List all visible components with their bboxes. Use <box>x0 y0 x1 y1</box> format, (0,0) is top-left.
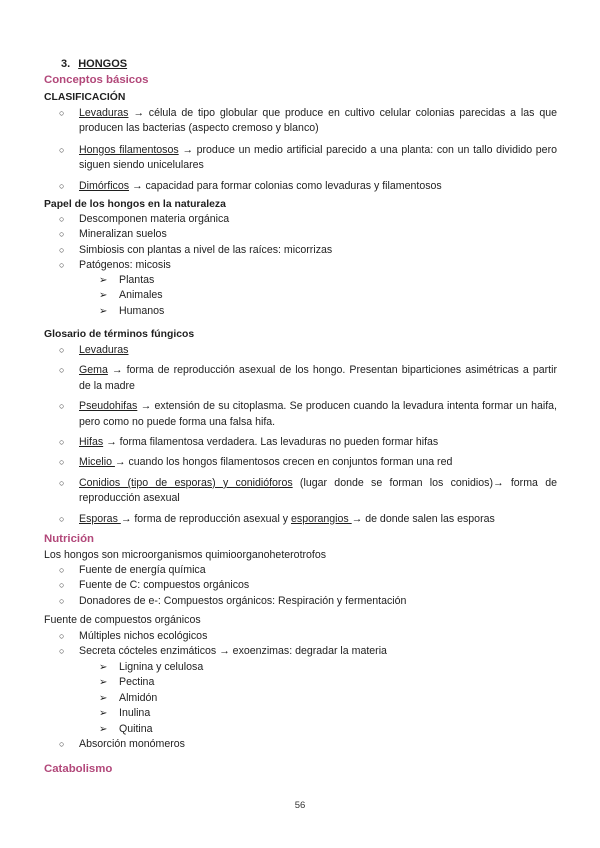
arrow-bullet-icon: ➢ <box>99 662 108 673</box>
bullet-icon: ○ <box>59 739 65 749</box>
heading-nutricion: Nutrición <box>44 533 94 545</box>
list-item <box>44 343 557 358</box>
nutricion-intro: Los hongos son microorganismos quimioorganoheterotrofos <box>44 549 327 561</box>
list-item: ○ Simbiosis con plantas a nivel de las raíces: micorrizas <box>44 243 557 258</box>
arrow-bullet-icon: ➢ <box>99 692 108 704</box>
clasificacion-list <box>44 106 557 194</box>
bullet-icon: ○ <box>59 580 65 591</box>
arrow-bullet-icon: ➢ <box>99 677 108 689</box>
arrow-bullet-icon: ➢ <box>99 708 108 720</box>
bullet-icon: ○ <box>59 260 65 271</box>
page-number: 56 <box>294 800 306 811</box>
nutricion-list <box>44 563 557 609</box>
term: Pseudohifas <box>79 400 138 413</box>
bullet-icon: ○ <box>59 457 65 468</box>
list-item: ○ Secreta cócteles enzimáticos → exoenzimas: degradar la materia <box>44 644 557 659</box>
term: Hifas <box>79 436 104 449</box>
list-item <box>44 455 557 470</box>
definition: → produce un medio artificial parecido a una planta: con un tallo dividido pero siguen siendo unicelulares <box>79 143 557 172</box>
definition: → forma de reproducción asexual de los hongo. Presentan biparticiones asimétricas a partir de la madre <box>79 364 557 392</box>
definition: → célula de tipo globular que produce en cultivo celular colonias parecidas a las que producen las bacterias (aspecto cremoso y blanco) <box>79 107 557 135</box>
sublist-item: ➢ Animales <box>99 288 164 303</box>
bullet-icon: ○ <box>59 214 65 224</box>
fuente-sublist <box>99 660 203 737</box>
definition: → capacidad para formar colonias como levaduras y filamentosos <box>129 179 442 192</box>
bullet-icon: ○ <box>59 631 65 641</box>
list-item: ○ Donadores de e-: Compuestos orgánicos: Respiración y fermentación <box>44 594 557 609</box>
list-item: ○ Absorción monómeros <box>44 737 557 752</box>
list-item <box>44 363 557 394</box>
bullet-icon: ○ <box>59 401 65 412</box>
sublist-item: ➢ Plantas <box>99 273 164 288</box>
sublist-item: ➢ Lignina y celulosa <box>99 660 203 675</box>
bullet-icon: ○ <box>59 595 65 606</box>
heading-conceptos: Conceptos básicos <box>44 74 149 86</box>
bullet-icon: ○ <box>59 477 65 488</box>
papel-sublist <box>99 273 164 319</box>
bullet-icon: ○ <box>59 365 65 376</box>
heading-papel: Papel de los hongos en la naturaleza <box>44 199 226 210</box>
fuente-heading: Fuente de compuestos orgánicos <box>44 614 201 626</box>
list-item: ○ Descomponen materia orgánica <box>44 212 557 227</box>
glosario-list <box>44 343 557 527</box>
sublist-item: ➢ Pectina <box>99 675 203 690</box>
bullet-icon: ○ <box>59 229 65 240</box>
section-title-text: HONGOS <box>78 58 128 70</box>
sublist-item: ➢ Quitina <box>99 722 203 737</box>
list-item <box>44 399 557 430</box>
arrow-bullet-icon: ➢ <box>99 723 108 735</box>
bullet-icon: ○ <box>59 513 65 524</box>
arrow-bullet-icon: ➢ <box>99 290 108 302</box>
list-item: ○ Múltiples nichos ecológicos <box>44 629 557 644</box>
list-item <box>44 435 557 450</box>
list-item: ○ Mineralizan suelos <box>44 227 557 242</box>
bullet-icon: ○ <box>59 144 65 155</box>
bullet-icon: ○ <box>59 244 65 255</box>
term: Hongos filamentosos <box>79 143 179 156</box>
section-title <box>61 57 127 72</box>
section-number: 3. <box>61 58 71 70</box>
heading-catabolismo: Catabolismo <box>44 763 113 775</box>
term: Micelio <box>79 456 115 469</box>
list-item <box>44 106 557 137</box>
heading-glosario: Glosario de términos fúngicos <box>44 329 195 340</box>
term: Esporas <box>79 512 121 525</box>
sublist-item: ➢ Inulina <box>99 706 203 721</box>
bullet-icon: ○ <box>59 437 65 448</box>
sublist-item: ➢ Humanos <box>99 304 164 319</box>
bullet-icon: ○ <box>59 345 65 355</box>
arrow-bullet-icon: ➢ <box>99 275 108 286</box>
bullet-icon: ○ <box>59 646 65 657</box>
list-item <box>44 476 557 507</box>
bullet-icon: ○ <box>59 108 65 118</box>
list-item <box>44 179 557 194</box>
term: esporangios <box>291 512 352 525</box>
list-item <box>44 143 557 174</box>
arrow-bullet-icon: ➢ <box>99 305 108 317</box>
definition: → cuando los hongos filamentosos crecen en conjuntos forman una red <box>114 456 453 469</box>
term: Conidios (tipo de esporas) y conidióforos <box>79 476 293 489</box>
bullet-icon: ○ <box>59 180 65 191</box>
bullet-icon: ○ <box>59 565 65 575</box>
term: Levaduras <box>79 344 129 356</box>
absorcion-list <box>44 737 557 752</box>
papel-list <box>44 212 557 274</box>
fuente-list <box>44 629 557 660</box>
sublist-item: ➢ Almidón <box>99 691 203 706</box>
term: Dimórficos <box>79 179 130 192</box>
list-item: ○ Esporas → forma de reproducción asexual y esporangios → de donde salen las esporas <box>44 512 557 527</box>
list-item: ○ Fuente de energía química <box>44 563 557 578</box>
heading-clasificacion: CLASIFICACIÓN <box>44 92 126 103</box>
list-item: ○ Patógenos: micosis <box>44 258 557 273</box>
definition: → extensión de su citoplasma. Se producen cuando la levadura intenta formar un haifa, pero como no puede forma una falsa hifa. <box>79 400 557 428</box>
term: Levaduras <box>79 107 129 119</box>
term: Gema <box>79 364 108 377</box>
definition: → forma filamentosa verdadera. Las levaduras no pueden formar hifas <box>103 436 439 449</box>
definition: (lugar donde se forman los conidios)→ forma de reproducción asexual <box>79 476 557 505</box>
list-item: ○ Fuente de C: compuestos orgánicos <box>44 578 557 593</box>
